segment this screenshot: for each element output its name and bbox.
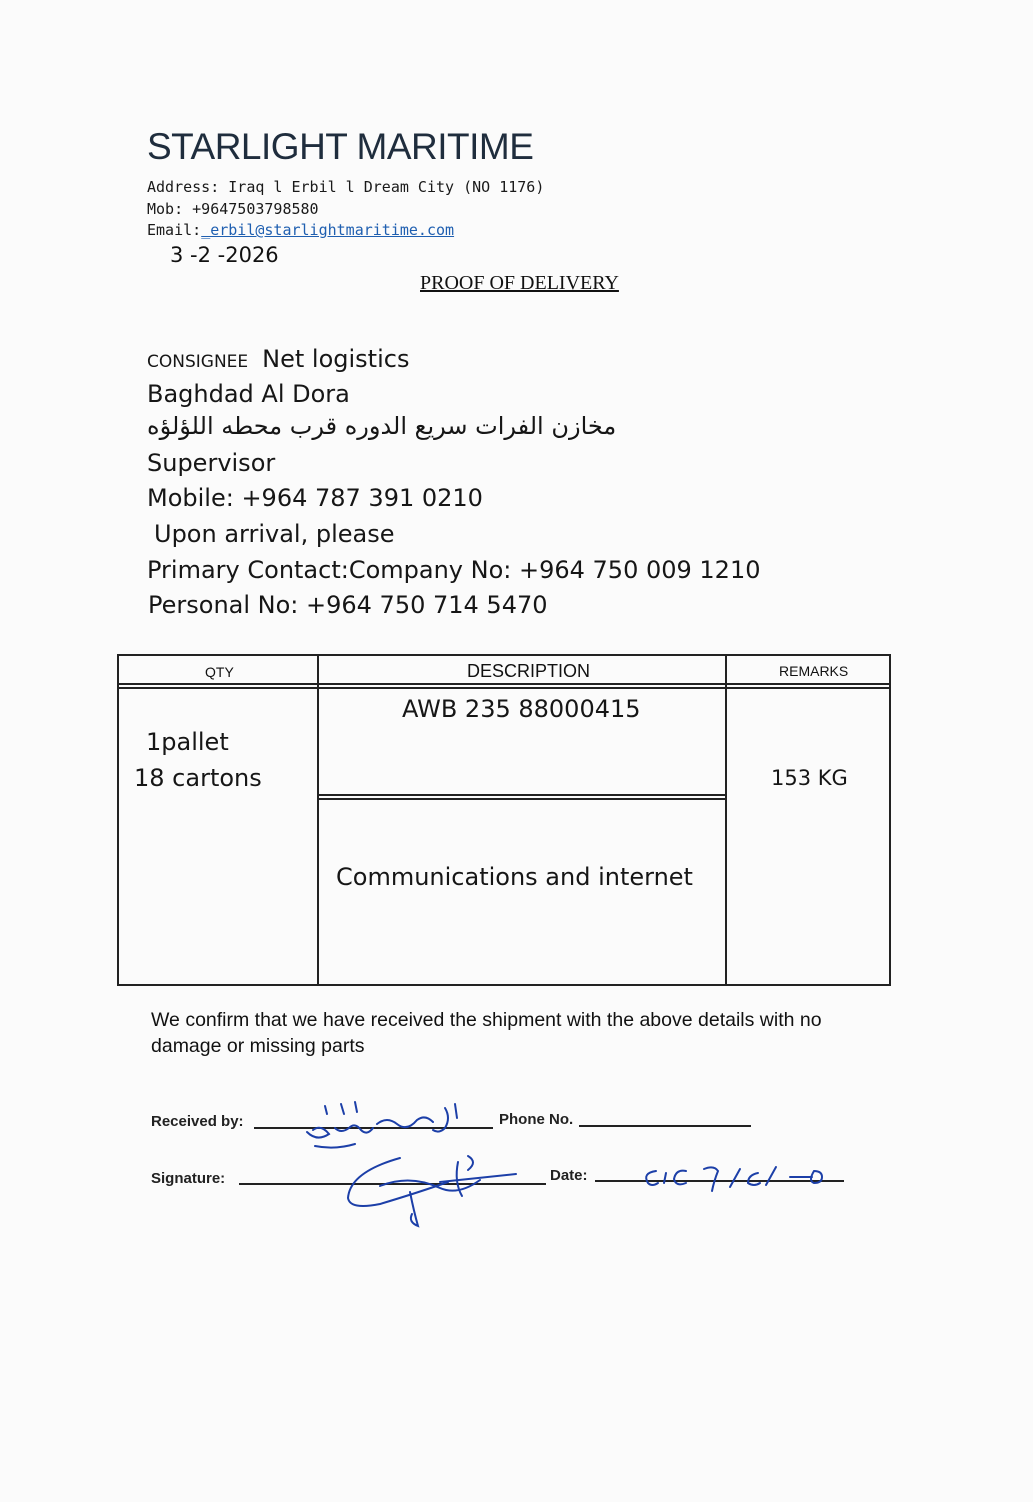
consignee-name: Net logistics [262,345,410,373]
remarks-weight: 153 KG [771,766,848,790]
phone-label: Phone No. [499,1111,574,1128]
company-name: STARLIGHT MARITIME [147,126,534,167]
date-label: Date: [550,1167,588,1184]
consignee-label: CONSIGNEE [147,352,249,372]
header-description: DESCRIPTION [467,661,591,681]
table-row-rule [318,794,726,796]
signature-label: Signature: [151,1170,226,1187]
email-label: Email: [147,221,202,239]
table-header-rule [117,683,891,685]
personal-contact: Personal No: +964 750 714 5470 [148,591,548,619]
description-goods: Communications and internet [336,863,693,891]
confirmation-text: We confirm that we have received the shipment with the above details with no damage or missing parts [151,1009,822,1057]
consignee-role: Supervisor [147,449,276,477]
company-email [147,221,454,239]
qty-line: 18 cartons [134,764,262,792]
received-by-label: Received by: [151,1113,244,1130]
consignee-address-arabic: مخازن الفرات سريع الدوره قرب محطه اللؤلؤه [147,412,617,440]
consignee-city: Baghdad Al Dora [147,380,350,408]
consignee-mobile: Mobile: +964 787 391 0210 [147,484,483,512]
header-remarks: REMARKS [779,663,849,679]
document-date: 3 -2 -2026 [170,243,279,267]
company-address: Address: Iraq l Erbil l Dream City (NO 1176) [147,178,545,196]
description-awb: AWB 235 88000415 [402,695,641,723]
arrival-note: Upon arrival, please [154,520,395,548]
document-title: PROOF OF DELIVERY [420,272,619,294]
phone-line [579,1125,751,1127]
handwritten-date [640,1163,830,1193]
qty-line: 1pallet [146,728,229,756]
handwritten-receiver-name [295,1098,495,1158]
table-row-rule [318,798,726,800]
table-divider [725,655,727,986]
company-mobile: Mob: +9647503798580 [147,200,319,218]
consignee-line [147,345,409,373]
table-divider [317,655,319,986]
handwritten-signature [340,1152,530,1232]
primary-contact: Primary Contact:Company No: +964 750 009 1210 [147,556,761,584]
table-header-rule [117,687,891,689]
email-link[interactable]: _erbil@starlightmaritime.com [201,221,455,239]
header-qty: QTY [205,664,234,680]
